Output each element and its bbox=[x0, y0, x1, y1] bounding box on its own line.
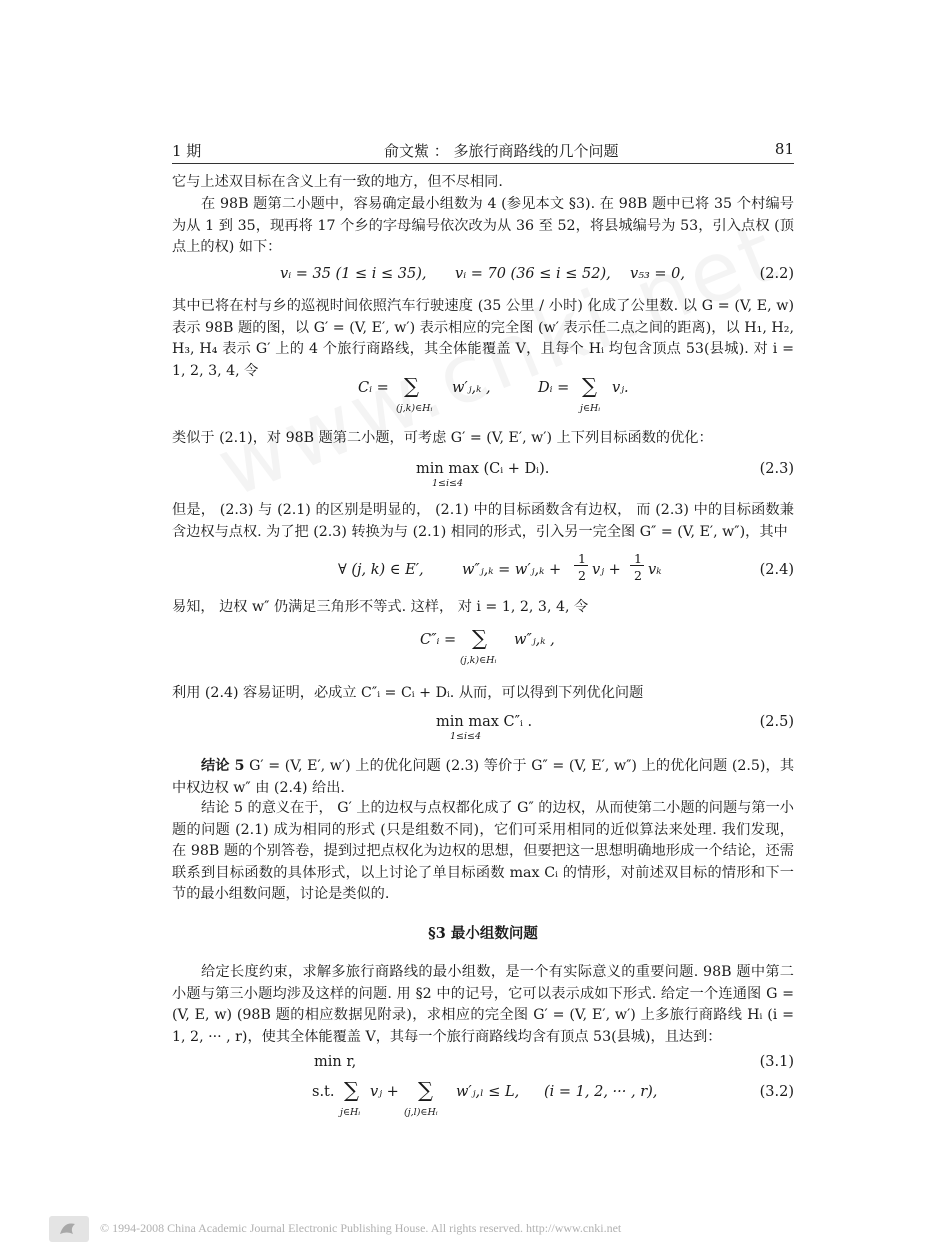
header-rule bbox=[172, 163, 794, 164]
eq-number: (2.5) bbox=[759, 714, 794, 730]
eq-number: (3.1) bbox=[759, 1054, 794, 1070]
frac-numerator: 1 bbox=[578, 551, 586, 566]
eq32-condition: (i = 1, 2, ··· , r), bbox=[544, 1084, 658, 1100]
di-lhs: Dᵢ = bbox=[538, 380, 570, 396]
eq-number: (2.2) bbox=[759, 266, 794, 282]
sum-symbol: ∑ bbox=[418, 1078, 433, 1102]
eq24-weight: w″ⱼ,ₖ = w′ⱼ,ₖ + bbox=[462, 562, 562, 578]
eq24-lhs: ∀ (j, k) ∈ E′, bbox=[338, 562, 424, 578]
paragraph-5: 但是， (2.3) 与 (2.1) 的区别是明显的， (2.1) 中的目标函数含有边权， 而 (2.3) 中的目标函数兼含边权与点权. 为了把 (2.3) 转换为与 (2.1) 相同的形式，引入另一完全图 G″ = (V, E′, w″)，其中 bbox=[172, 502, 794, 540]
equation-2-4 bbox=[172, 551, 794, 594]
sum-index: (j,l)∈Hᵢ bbox=[404, 1107, 438, 1118]
paragraph-1: 它与上述双目标在含义上有一致的地方，但不尽相同. bbox=[172, 174, 503, 190]
frac-denominator: 2 bbox=[578, 568, 586, 583]
max-index: 1≤i≤4 bbox=[432, 478, 464, 489]
frac-denominator: 2 bbox=[634, 568, 642, 583]
page-number: 81 bbox=[774, 140, 794, 158]
subject-to: s.t. bbox=[312, 1084, 335, 1100]
equation-c-double-prime bbox=[172, 628, 794, 672]
sum-index: j∈Hᵢ bbox=[580, 403, 601, 414]
sum-symbol: ∑ bbox=[582, 374, 597, 398]
equation-ci-di bbox=[172, 376, 794, 420]
eq25-body: min max C″ᵢ . bbox=[436, 714, 533, 730]
equation-3-1 bbox=[172, 1054, 794, 1078]
ci-lhs: Cᵢ = bbox=[358, 380, 389, 396]
section-heading: §3 最小组数问题 bbox=[428, 925, 538, 942]
eq24-vk: vₖ bbox=[648, 562, 662, 578]
eq22-part-b: vᵢ = 70 (36 ≤ i ≤ 52), bbox=[455, 266, 611, 282]
sum-index: (j,k)∈Hᵢ bbox=[460, 655, 497, 666]
equation-3-2 bbox=[172, 1080, 794, 1124]
eq23-body: min max (Cᵢ + Dᵢ). bbox=[416, 461, 550, 477]
eq31-body: min r, bbox=[314, 1054, 357, 1070]
paragraph-2: 在 98B 题第二小题中，容易确定最小组数为 4 (参见本文 §3). 在 98B 题中已将 35 个村编号为从 1 到 35，现再将 17 个乡的字母编号依次改为从 36 至 52，将县城编号为 53，引入点权 (顶点上的权) 如下： bbox=[172, 196, 794, 255]
eq-number: (3.2) bbox=[759, 1084, 794, 1100]
ci-term: w′ⱼ,ₖ , bbox=[452, 380, 491, 396]
running-title: 俞文鮆 ： 多旅行商路线的几个问题 bbox=[384, 142, 619, 160]
sum-symbol: ∑ bbox=[344, 1078, 359, 1102]
eq-number: (2.3) bbox=[759, 461, 794, 477]
paragraph-8 bbox=[172, 756, 794, 799]
sum-index: (j,k)∈Hᵢ bbox=[396, 403, 433, 414]
copyright-footer: © 1994-2008 China Academic Journal Electronic Publishing House. All rights reserved. http://www.cnki.net bbox=[100, 1221, 622, 1235]
equation-2-2 bbox=[172, 266, 794, 290]
paragraph-10: 给定长度约束，求解多旅行商路线的最小组数，是一个有实际意义的重要问题. 98B 题中第二小题与第三小题均涉及这样的问题. 用 §2 中的记号，它可以表示成如下形式. 给定一个连通图 G = (V, E, w) (98B 题的相应数据见附录)，求相应的完全图 G′ = (V, E′, w′) 上多旅行商路线 Hᵢ (i = 1, 2, ··· , r)，使其全体能覆盖 V，其每一个旅行商路线均含有顶点 53(县城)，且达到： bbox=[172, 964, 794, 1045]
paragraph-4: 类似于 (2.1)，对 98B 题第二小题，可考虑 G′ = (V, E′, w′) 上下列目标函数的优化： bbox=[172, 430, 713, 446]
c2-term: w″ⱼ,ₖ , bbox=[514, 632, 555, 648]
sum-index: j∈Hᵢ bbox=[340, 1107, 361, 1118]
paragraph-3: 其中已将在村与乡的巡视时间依照汽车行驶速度 (35 公里 / 小时) 化成了公里数. 以 G = (V, E, w) 表示 98B 题的图，以 G′ = (V, E′, w′) 表示相应的完全图 (w′ 表示任二点之间的距离)，以 H₁, H₂, H₃, H₄ 表示 G′ 上的 4 个旅行商路线，其全体能覆盖 V，且每个 Hᵢ 均包含顶点 53(县城). 对 i = 1, 2, 3, 4, 令 bbox=[172, 298, 794, 379]
frac-numerator: 1 bbox=[634, 551, 642, 566]
publisher-logo bbox=[48, 1215, 90, 1243]
page-header bbox=[172, 140, 794, 162]
c2-lhs: C″ᵢ = bbox=[420, 632, 457, 648]
max-index: 1≤i≤4 bbox=[450, 731, 482, 742]
eq32-vj: vⱼ + bbox=[370, 1084, 399, 1100]
eq24-vj: vⱼ + bbox=[592, 562, 621, 578]
issue-number: 1 期 bbox=[172, 142, 202, 160]
paragraph-6: 易知， 边权 w″ 仍满足三角形不等式. 这样， 对 i = 1, 2, 3, 4, 令 bbox=[172, 599, 589, 615]
equation-2-3 bbox=[172, 461, 794, 497]
eq32-edge: w′ⱼ,ₗ ≤ L, bbox=[456, 1084, 520, 1100]
sum-symbol: ∑ bbox=[404, 374, 419, 398]
conclusion-text: G′ = (V, E′, w′) 上的优化问题 (2.3) 等价于 G″ = (V, E′, w″) 上的优化问题 (2.5)，其中权边权 w″ 由 (2.4) 给出. bbox=[172, 758, 795, 796]
sum-symbol: ∑ bbox=[472, 626, 487, 650]
eq-number: (2.4) bbox=[759, 562, 794, 578]
di-term: vⱼ. bbox=[612, 380, 629, 396]
equation-2-5 bbox=[172, 714, 794, 750]
paragraph-9: 结论 5 的意义在于， G′ 上的边权与点权都化成了 G″ 的边权，从而使第二小题的问题与第一小题的问题 (2.1) 成为相同的形式 (只是组数不同)，它们可采用相同的近似算法来处理. 我们发现， 在 98B 题的个别答卷，提到过把点权化为边权的思想，但要把这一思想明确地形成一个结论，还需联系到目标函数的具体形式，以上讨论了单目标函数 max Cᵢ 的情形，对前述双目标的情形和下一节的最小组数问题，讨论是类似的. bbox=[172, 800, 794, 902]
paragraph-7: 利用 (2.4) 容易证明，必成立 C″ᵢ = Cᵢ + Dᵢ. 从而，可以得到下列优化问题 bbox=[172, 685, 644, 701]
eq22-part-c: v₅₃ = 0, bbox=[630, 266, 686, 282]
conclusion-label: 结论 5 bbox=[201, 758, 245, 774]
eq22-part-a: vᵢ = 35 (1 ≤ i ≤ 35), bbox=[280, 266, 427, 282]
